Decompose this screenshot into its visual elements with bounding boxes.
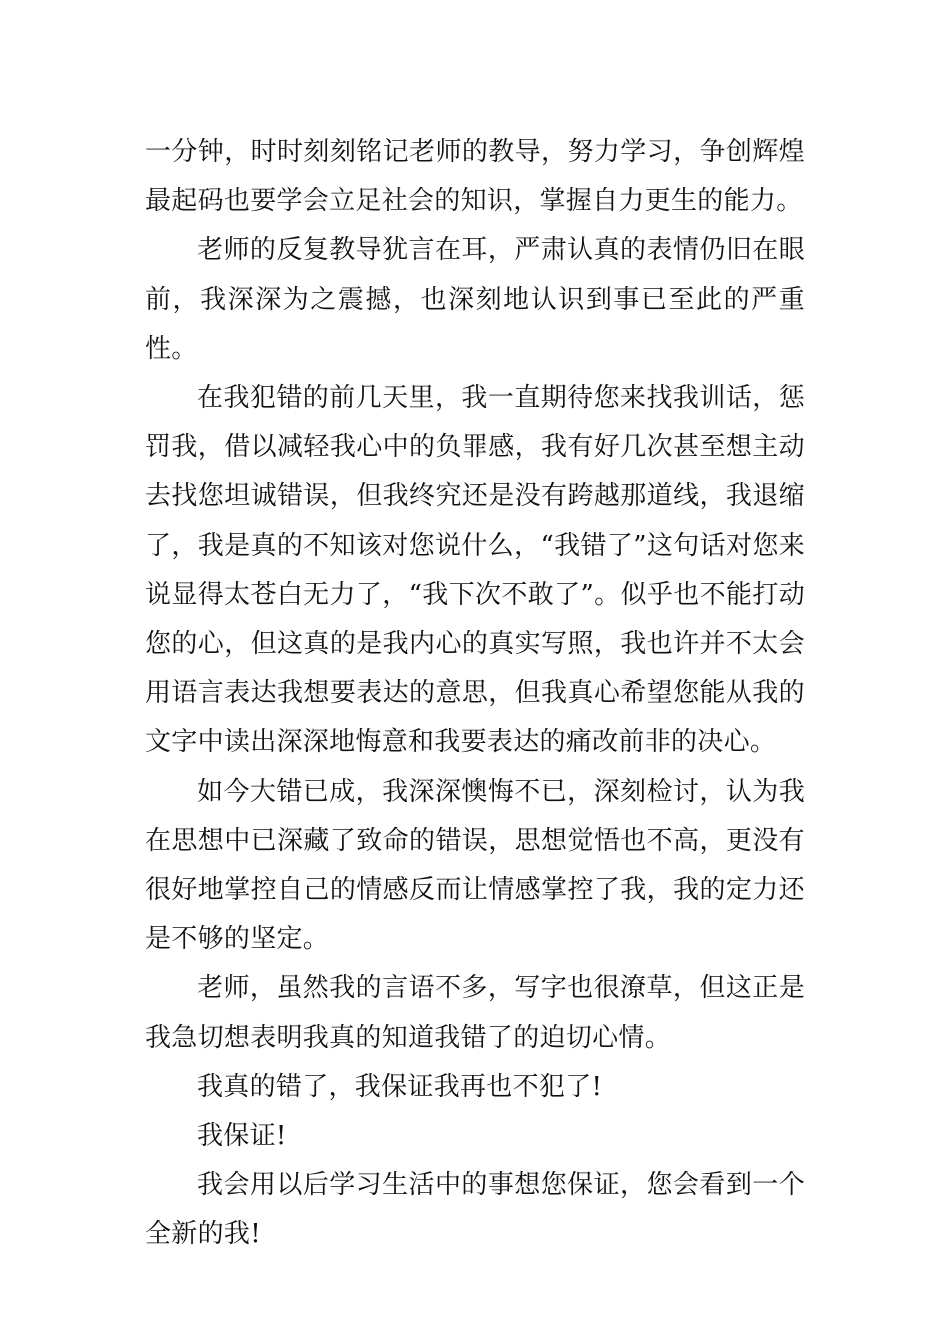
paragraph: 老师，虽然我的言语不多，写字也很潦草，但这正是我急切想表明我真的知道我错了的迫切心情。 (145, 973, 805, 1053)
paragraph: 我保证! (197, 1121, 287, 1152)
document-body (145, 128, 805, 1260)
paragraph: 在我犯错的前几天里，我一直期待您来找我训话，惩罚我，借以减轻我心中的负罪感，我有好几次甚至想主动去找您坦诚错误，但我终究还是没有跨越那道线，我退缩了，我是真的不知该对您说什么，“我错了”这句话对您来说显得太苍白无力了，“我下次不敢了”。似乎也不能打动您的心，但这真的是我内心的真实写照，我也许并不太会用语言表达我想要表达的意思，但我真心希望您能从我的文字中读出深深地悔意和我要表达的痛改前非的决心。 (145, 383, 805, 758)
paragraph: 我会用以后学习生活中的事想您保证，您会看到一个全新的我! (145, 1170, 805, 1250)
paragraph-continuation: 一分钟，时时刻刻铭记老师的教导，努力学习，争创辉煌最起码也要学会立足社会的知识，掌握自力更生的能力。 (145, 137, 805, 217)
paragraph: 老师的反复教导犹言在耳，严肃认真的表情仍旧在眼前，我深深为之震撼，也深刻地认识到事已至此的严重性。 (145, 235, 805, 364)
paragraph: 我真的错了，我保证我再也不犯了! (197, 1071, 603, 1102)
paragraph: 如今大错已成，我深深懊悔不已，深刻检讨，认为我在思想中已深藏了致命的错误，思想觉悟也不高，更没有很好地掌控自己的情感反而让情感掌控了我，我的定力还是不够的坚定。 (145, 776, 805, 955)
